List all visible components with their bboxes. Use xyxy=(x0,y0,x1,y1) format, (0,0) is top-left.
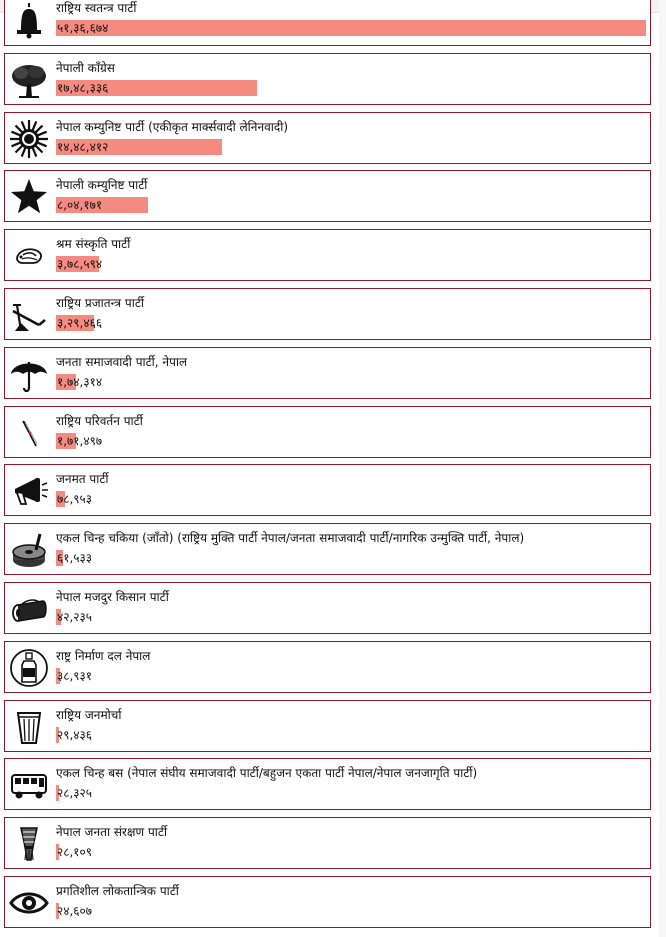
wheat-bundle-icon xyxy=(9,824,49,864)
party-name: नेपाल मजदुर किसान पार्टी xyxy=(56,590,169,604)
megaphone-icon xyxy=(9,471,49,511)
star-icon xyxy=(9,177,49,217)
vote-count: १७,४८,३३६ xyxy=(57,81,109,95)
vote-count: १,७१,४९७ xyxy=(57,434,103,448)
vote-count: २८,३२५ xyxy=(57,786,93,800)
grinding-stone-icon xyxy=(9,530,49,570)
party-name: नेपाल कम्युनिष्ट पार्टी (एकीकृत मार्क्सवादी लेनिनवादी) xyxy=(56,120,289,134)
party-row xyxy=(4,876,651,928)
party-row xyxy=(4,229,651,281)
vote-count: ३,२९,४६६ xyxy=(57,316,103,330)
party-row xyxy=(4,347,651,399)
party-row xyxy=(4,523,651,575)
party-row xyxy=(4,170,651,222)
party-row xyxy=(4,112,651,164)
vote-count: ६१,५३३ xyxy=(57,551,93,565)
tree-icon xyxy=(9,60,49,100)
plough-icon xyxy=(9,295,49,335)
shell-icon xyxy=(9,236,49,276)
bell-icon xyxy=(9,0,49,40)
eye-icon xyxy=(9,883,49,923)
vote-bar xyxy=(56,20,646,36)
vote-count: ५१,३६,६७४ xyxy=(57,21,109,35)
party-name: एकल चिन्ह चकिया (जाँतो) (राष्ट्रिय मुक्ति पार्टी नेपाल/जनता समाजवादी पार्टी/नागरिक उन्मुक्ति पार्टी, नेपाल) xyxy=(56,531,525,545)
party-name: राष्ट्रिय परिवर्तन पार्टी xyxy=(56,414,143,428)
bottle-icon xyxy=(9,648,49,688)
party-name: एकल चिन्ह बस (नेपाल संघीय समाजवादी पार्टी/बहुजन एकता पार्टी नेपाल/नेपाल जनजागृति पार्टी) xyxy=(56,766,478,780)
party-name: राष्ट्रिय जनमोर्चा xyxy=(56,708,122,722)
party-name: जनमत पार्टी xyxy=(56,472,109,486)
vote-count: ८,०४,१७१ xyxy=(57,198,103,212)
party-name: नेपाली कम्युनिष्ट पार्टी xyxy=(56,178,148,192)
sun-icon xyxy=(9,119,49,159)
party-name: नेपाली काँग्रेस xyxy=(56,61,115,75)
vote-count: ४२,२३५ xyxy=(57,610,93,624)
vote-count: २४,६०७ xyxy=(57,904,93,918)
vote-count: १,७४,३१४ xyxy=(57,375,103,389)
party-row xyxy=(4,582,651,634)
vote-count: १४,४८,४१२ xyxy=(57,140,109,154)
vote-count: ३,७८,५९४ xyxy=(57,257,103,271)
party-name: प्रगतिशील लोकतान्त्रिक पार्टी xyxy=(56,884,179,898)
vote-count: ३८,९३१ xyxy=(57,669,93,683)
party-row xyxy=(4,288,651,340)
umbrella-icon xyxy=(9,354,49,394)
vote-count: ७८,९५३ xyxy=(57,492,93,506)
party-name: राष्ट्र निर्माण दल नेपाल xyxy=(56,649,151,663)
bus-icon xyxy=(9,765,49,805)
party-row xyxy=(4,641,651,693)
party-row xyxy=(4,817,651,869)
vote-count: २८,१०९ xyxy=(57,845,93,859)
party-name: जनता समाजवादी पार्टी, नेपाल xyxy=(56,355,188,369)
vote-count: २९,४३६ xyxy=(57,728,93,742)
party-row xyxy=(4,700,651,752)
party-row xyxy=(4,758,651,810)
party-row xyxy=(4,53,651,105)
party-name: श्रम संस्कृति पार्टी xyxy=(56,237,131,251)
party-name: राष्ट्रिय प्रजातन्त्र पार्टी xyxy=(56,296,145,310)
pen-icon xyxy=(9,413,49,453)
party-row xyxy=(4,464,651,516)
party-row xyxy=(4,406,651,458)
glass-icon xyxy=(9,707,49,747)
log-icon xyxy=(9,589,49,629)
party-name: राष्ट्रिय स्वतन्त्र पार्टी xyxy=(56,1,137,15)
party-row xyxy=(4,0,651,46)
party-name: नेपाल जनता संरक्षण पार्टी xyxy=(56,825,168,839)
